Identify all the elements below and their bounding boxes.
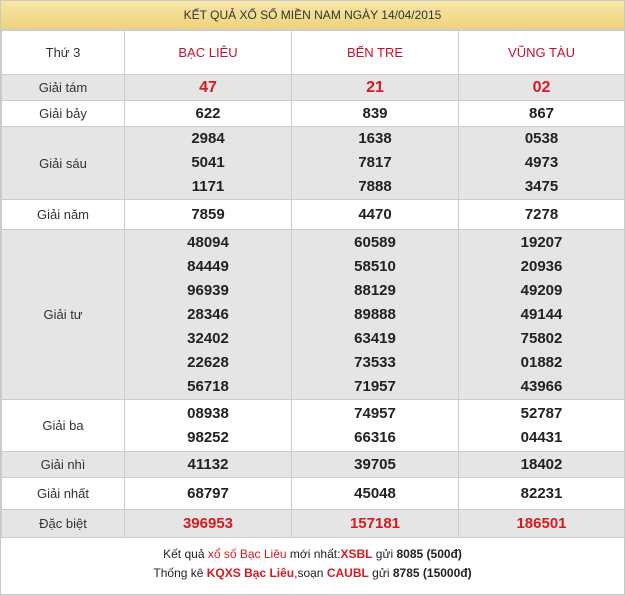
result-number: 22628: [187, 353, 229, 371]
prize-cell-ben-tre: [292, 101, 459, 127]
result-number: 839: [362, 104, 388, 122]
prize-row-giai-ba: [2, 400, 625, 452]
prize-row-giai-tam: [2, 75, 625, 101]
result-number: 47: [199, 78, 217, 96]
prize-label: Giải tám: [2, 75, 125, 101]
result-number: 04431: [520, 428, 563, 446]
prize-cell-bac-lieu: [125, 400, 292, 452]
prize-cell-vung-tau: [459, 101, 625, 127]
result-number: 157181: [349, 515, 401, 532]
result-number: 49144: [520, 305, 563, 323]
prize-label: Đặc biệt: [2, 510, 125, 538]
prize-cell-vung-tau: [459, 478, 625, 510]
result-number: 49209: [520, 281, 563, 299]
result-number: 4470: [358, 205, 392, 223]
province-vung-tau[interactable]: VŨNG TÀU: [459, 31, 625, 75]
prize-cell-bac-lieu: [125, 127, 292, 200]
result-number: 41132: [187, 455, 229, 473]
prize-cell-bac-lieu: [125, 510, 292, 538]
promo-1-number: 8085 (500đ): [396, 547, 462, 561]
promo-2-code: CAUBL: [326, 566, 369, 580]
prize-cell-ben-tre: [292, 127, 459, 200]
prize-row-giai-nhat: [2, 478, 625, 510]
prize-row-giai-nhi: [2, 452, 625, 478]
prize-cell-ben-tre: [292, 400, 459, 452]
result-number: 4973: [524, 154, 559, 171]
result-number: 186501: [516, 515, 567, 532]
prize-label: Giải ba: [2, 400, 125, 452]
result-number: 43966: [520, 377, 563, 395]
result-number: 08938: [187, 404, 229, 422]
promo-2-text-e: gửi: [368, 566, 393, 580]
prize-cell-bac-lieu: [125, 478, 292, 510]
result-number: 45048: [354, 484, 396, 502]
result-number: 75802: [520, 329, 563, 347]
result-number: 21: [366, 78, 384, 96]
result-number: 73533: [354, 353, 396, 371]
result-number: 28346: [187, 305, 229, 323]
prize-cell-vung-tau: [459, 230, 625, 400]
prize-cell-ben-tre: [292, 200, 459, 230]
result-number: 2984: [191, 130, 225, 147]
prize-cell-vung-tau: [459, 452, 625, 478]
province-bac-lieu[interactable]: BẠC LIÊU: [125, 31, 292, 75]
prize-row-giai-bay: [2, 101, 625, 127]
result-number: 396953: [182, 515, 234, 532]
promo-1-link[interactable]: xổ số Bạc Liêu: [207, 547, 287, 561]
promo-1-text-e: gửi: [372, 547, 397, 561]
prize-cell-vung-tau: [459, 510, 625, 538]
promo-1-code: XSBL: [340, 547, 373, 561]
prize-label: Giải nhì: [2, 452, 125, 478]
result-number: 02: [532, 78, 551, 96]
prize-cell-vung-tau: [459, 127, 625, 200]
result-number: 7888: [358, 178, 392, 195]
result-number: 89888: [354, 305, 396, 323]
prize-cell-ben-tre: [292, 452, 459, 478]
prize-cell-ben-tre: [292, 75, 459, 101]
results-title: KẾT QUẢ XỔ SỐ MIỀN NAM NGÀY 14/04/2015: [1, 1, 624, 30]
prize-cell-bac-lieu: [125, 200, 292, 230]
prize-label: Giải nhất: [2, 478, 125, 510]
promo-footer: [1, 538, 624, 583]
result-number: 52787: [520, 404, 563, 422]
result-number: 32402: [187, 329, 229, 347]
result-number: 5041: [191, 154, 225, 171]
prize-cell-bac-lieu: [125, 452, 292, 478]
promo-2-text-a: Thống kê: [153, 566, 207, 580]
promo-2-number: 8785 (15000đ): [392, 566, 472, 580]
result-number: 88129: [354, 281, 396, 299]
result-number: 63419: [354, 329, 396, 347]
result-number: 60589: [354, 233, 396, 251]
province-ben-tre[interactable]: BẾN TRE: [292, 31, 459, 75]
prize-cell-bac-lieu: [125, 75, 292, 101]
prize-row-giai-tu: [2, 230, 625, 400]
result-number: 19207: [520, 233, 563, 251]
result-number: 3475: [524, 178, 559, 195]
result-number: 7278: [524, 205, 559, 223]
prize-label: Giải bảy: [2, 101, 125, 127]
result-number: 39705: [354, 455, 396, 473]
promo-1-text-c: mới nhất:: [286, 547, 341, 561]
promo-2-link[interactable]: KQXS Bạc Liêu: [206, 566, 295, 580]
prize-cell-ben-tre: [292, 230, 459, 400]
prize-cell-vung-tau: [459, 75, 625, 101]
prize-cell-bac-lieu: [125, 230, 292, 400]
result-number: 01882: [520, 353, 563, 371]
result-number: 20936: [520, 257, 563, 275]
prize-cell-vung-tau: [459, 200, 625, 230]
result-number: 7859: [191, 205, 225, 223]
result-number: 867: [528, 104, 555, 122]
result-number: 58510: [354, 257, 396, 275]
result-number: 0538: [524, 130, 559, 147]
result-number: 56718: [187, 377, 229, 395]
result-number: 18402: [520, 455, 563, 473]
prize-label: Giải tư: [2, 230, 125, 400]
prize-label: Giải sáu: [2, 127, 125, 200]
result-number: 71957: [354, 377, 396, 395]
prize-cell-ben-tre: [292, 478, 459, 510]
result-number: 1638: [358, 130, 392, 147]
prize-row-giai-sau: [2, 127, 625, 200]
prize-row-dac-biet: [2, 510, 625, 538]
result-number: 48094: [187, 233, 229, 251]
prize-cell-vung-tau: [459, 400, 625, 452]
table-header-row: [2, 31, 625, 75]
promo-1-text-a: Kết quả: [163, 547, 208, 561]
result-number: 7817: [358, 154, 392, 171]
result-number: 98252: [187, 428, 229, 446]
result-number: 82231: [520, 484, 563, 502]
prize-cell-bac-lieu: [125, 101, 292, 127]
result-number: 66316: [354, 428, 396, 446]
result-number: 68797: [187, 484, 229, 502]
result-number: 622: [195, 104, 221, 122]
result-number: 96939: [187, 281, 229, 299]
result-number: 84449: [187, 257, 229, 275]
prize-cell-ben-tre: [292, 510, 459, 538]
result-number: 74957: [354, 404, 396, 422]
promo-line-2: [1, 564, 624, 583]
day-label: Thứ 3: [2, 31, 125, 75]
promo-line-1: [1, 545, 624, 564]
results-table: [1, 30, 625, 538]
prize-row-giai-nam: [2, 200, 625, 230]
promo-2-text-c: ,soạn: [294, 566, 327, 580]
result-number: 1171: [191, 178, 225, 195]
prize-label: Giải năm: [2, 200, 125, 230]
